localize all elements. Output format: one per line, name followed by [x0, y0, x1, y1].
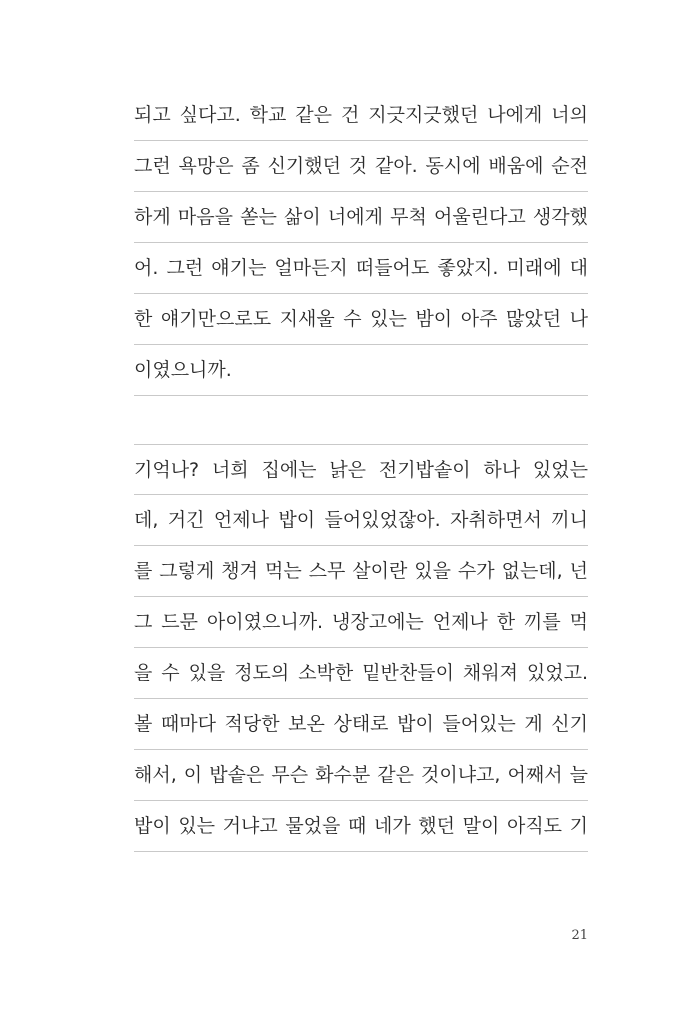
text-line: 를 그렇게 챙겨 먹는 스무 살이란 있을 수가 없는데, 넌	[134, 546, 588, 597]
text-line: 이였으니까.	[134, 345, 588, 396]
text-line: 밥이 있는 거냐고 물었을 때 네가 했던 말이 아직도 기	[134, 801, 588, 852]
page-number: 21	[571, 928, 588, 943]
text-line: 그런 욕망은 좀 신기했던 것 같아. 동시에 배움에 순전	[134, 141, 588, 192]
text-line: 기억나? 너희 집에는 낡은 전기밥솥이 하나 있었는	[134, 444, 588, 495]
text-line: 하게 마음을 쏟는 삶이 너에게 무척 어울린다고 생각했	[134, 192, 588, 243]
text-line: 그 드문 아이였으니까. 냉장고에는 언제나 한 끼를 먹	[134, 597, 588, 648]
paragraph-2	[134, 444, 588, 852]
text-line: 데, 거긴 언제나 밥이 들어있었잖아. 자취하면서 끼니	[134, 495, 588, 546]
text-line: 되고 싶다고. 학교 같은 건 지긋지긋했던 나에게 너의	[134, 90, 588, 141]
text-line: 한 얘기만으로도 지새울 수 있는 밤이 아주 많았던 나	[134, 294, 588, 345]
text-line: 볼 때마다 적당한 보온 상태로 밥이 들어있는 게 신기	[134, 699, 588, 750]
text-line: 해서, 이 밥솥은 무슨 화수분 같은 것이냐고, 어째서 늘	[134, 750, 588, 801]
text-line: 어. 그런 얘기는 얼마든지 떠들어도 좋았지. 미래에 대	[134, 243, 588, 294]
text-line: 을 수 있을 정도의 소박한 밑반찬들이 채워져 있었고.	[134, 648, 588, 699]
paragraph-1	[134, 90, 588, 396]
